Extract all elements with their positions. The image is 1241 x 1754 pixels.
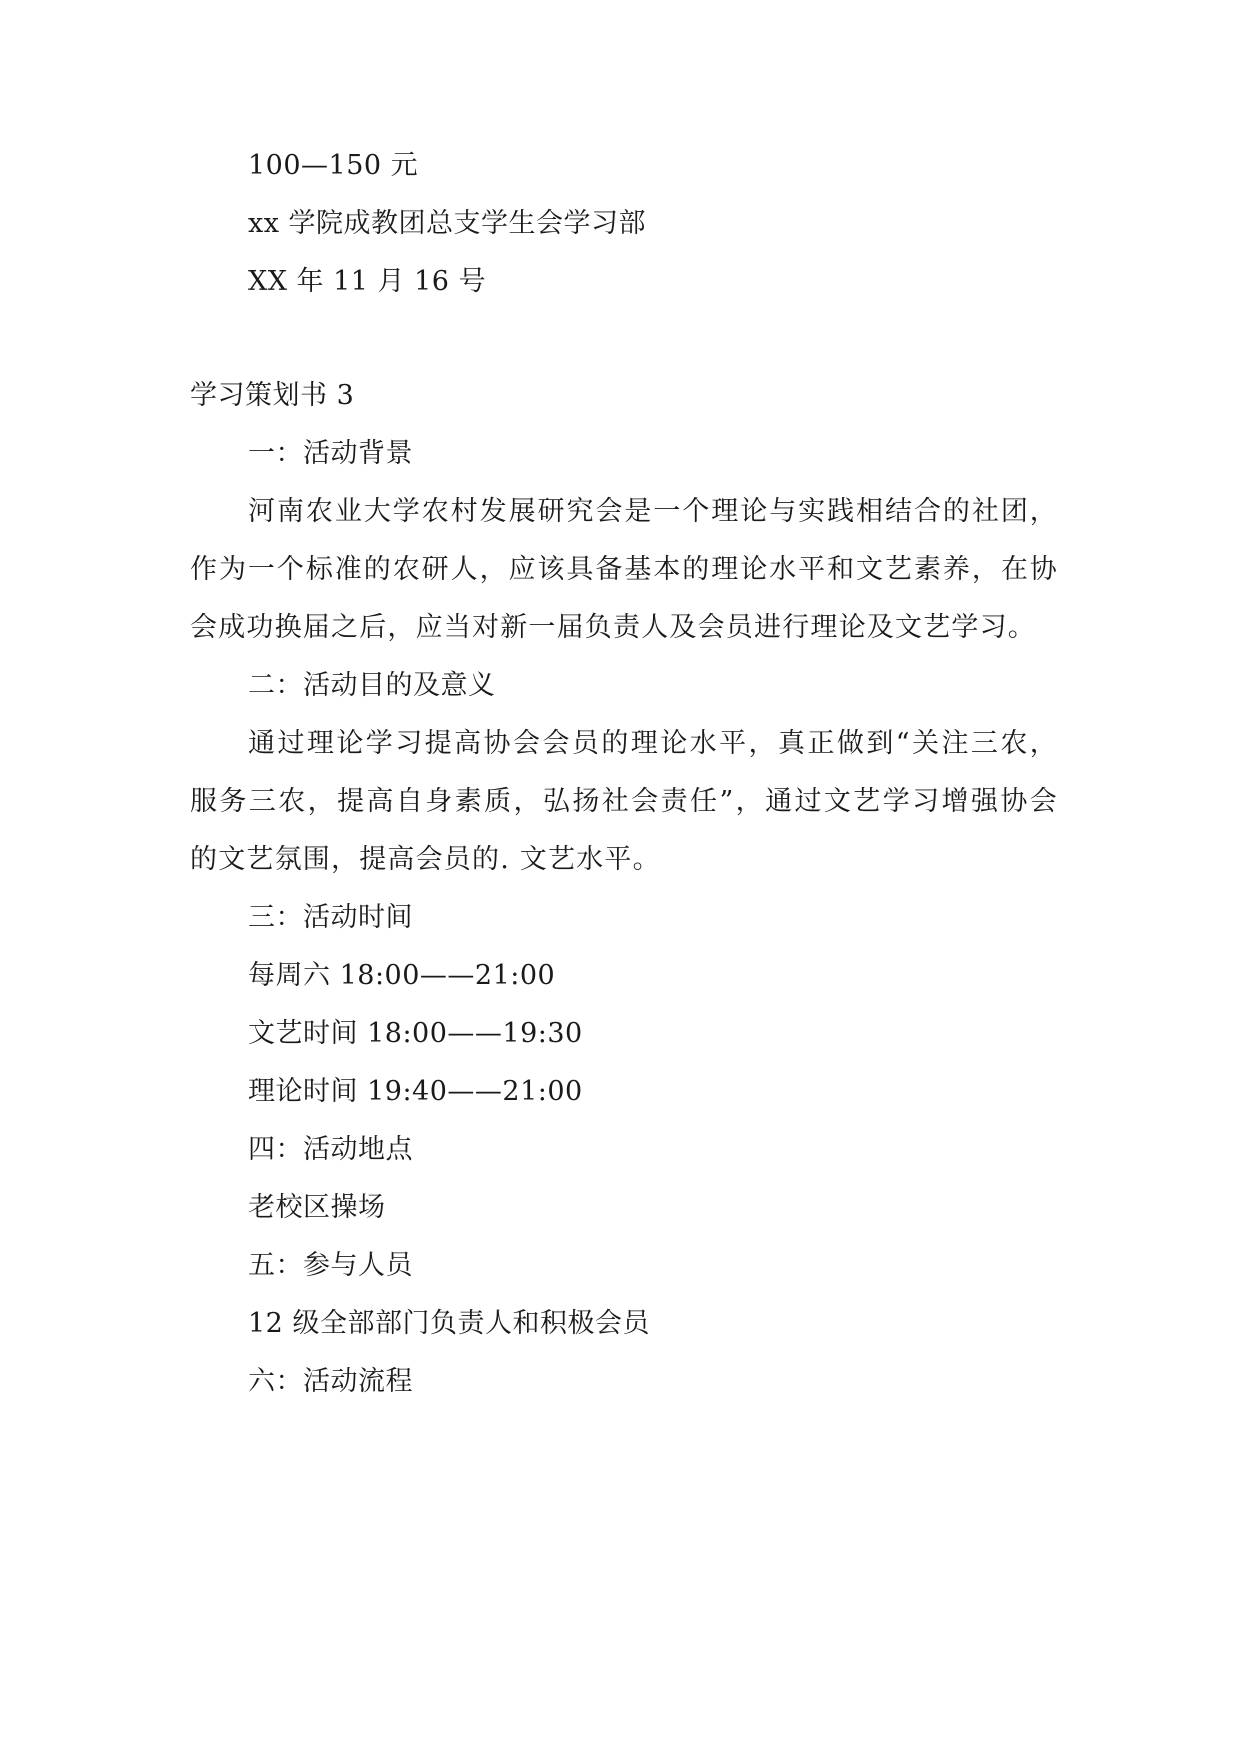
heading-background: 一：活动背景 — [248, 438, 413, 469]
organization-line: xx 学院成教团总支学生会学习部 — [248, 208, 647, 239]
heading-time: 三：活动时间 — [248, 902, 413, 933]
paragraph-purpose-line: 服务三农，提高自身素质，弘扬社会责任”，通过文艺学习增强协会 — [190, 786, 1058, 817]
time-line: 文艺时间 18:00——19:30 — [248, 1018, 583, 1049]
paragraph-background-line: 河南农业大学农村发展研究会是一个理论与实践相结合的社团， — [248, 496, 1058, 527]
budget-line: 100—150 元 — [248, 150, 419, 181]
paragraph-purpose-line: 通过理论学习提高协会会员的理论水平，真正做到“关注三农， — [248, 728, 1058, 759]
people-line: 12 级全部部门负责人和积极会员 — [248, 1308, 650, 1339]
heading-people: 五：参与人员 — [248, 1250, 413, 1281]
heading-purpose: 二：活动目的及意义 — [248, 670, 496, 701]
paragraph-purpose-line: 的文艺氛围，提高会员的. 文艺水平。 — [190, 844, 661, 875]
section-title: 学习策划书 3 — [190, 380, 355, 411]
date-line: XX 年 11 月 16 号 — [248, 266, 487, 297]
paragraph-background-line: 会成功换届之后，应当对新一届负责人及会员进行理论及文艺学习。 — [190, 612, 1036, 643]
heading-place: 四：活动地点 — [248, 1134, 413, 1165]
paragraph-background-line: 作为一个标准的农研人，应该具备基本的理论水平和文艺素养，在协 — [190, 554, 1058, 585]
time-line: 理论时间 19:40——21:00 — [248, 1076, 583, 1107]
time-line: 每周六 18:00——21:00 — [248, 960, 556, 991]
heading-process: 六：活动流程 — [248, 1366, 413, 1397]
place-line: 老校区操场 — [248, 1192, 386, 1223]
